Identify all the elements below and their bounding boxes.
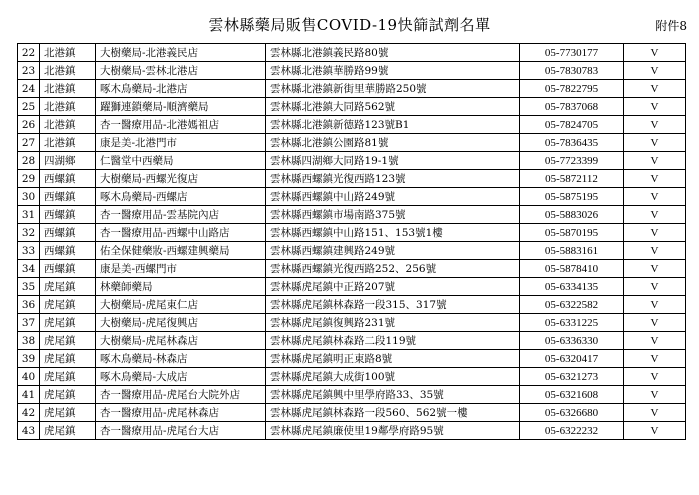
phone-cell: 05-5872112: [520, 170, 624, 188]
store-name-cell: 林藥師藥局: [96, 278, 266, 296]
row-number: 37: [18, 314, 40, 332]
address-cell: 雲林縣西螺鎮市場南路375號: [266, 206, 520, 224]
availability-mark-cell: V: [624, 422, 686, 440]
address-cell: 雲林縣四湖鄉大同路19-1號: [266, 152, 520, 170]
township-cell: 北港鎮: [40, 62, 96, 80]
phone-cell: 05-6322582: [520, 296, 624, 314]
store-name-cell: 大樹藥局-虎尾東仁店: [96, 296, 266, 314]
address-cell: 雲林縣西螺鎮中山路151、153號1樓: [266, 224, 520, 242]
address-cell: 雲林縣虎尾鎮大成街100號: [266, 368, 520, 386]
availability-mark-cell: V: [624, 368, 686, 386]
township-cell: 虎尾鎮: [40, 296, 96, 314]
address-cell: 雲林縣虎尾鎮林森路一段560、562號一樓: [266, 404, 520, 422]
store-name-cell: 啄木鳥藥局-林森店: [96, 350, 266, 368]
store-name-cell: 大樹藥局-虎尾林森店: [96, 332, 266, 350]
township-cell: 虎尾鎮: [40, 278, 96, 296]
township-cell: 北港鎮: [40, 134, 96, 152]
address-cell: 雲林縣西螺鎮光復西路123號: [266, 170, 520, 188]
address-cell: 雲林縣虎尾鎮明正東路8號: [266, 350, 520, 368]
availability-mark-cell: V: [624, 404, 686, 422]
township-cell: 虎尾鎮: [40, 350, 96, 368]
row-number: 40: [18, 368, 40, 386]
store-name-cell: 佑全保健藥妝-西螺建興藥局: [96, 242, 266, 260]
table-row: [18, 206, 686, 224]
table-row: [18, 260, 686, 278]
address-cell: 雲林縣虎尾鎮林森路二段119號: [266, 332, 520, 350]
store-name-cell: 躍獅連鎖藥局-順濟藥局: [96, 98, 266, 116]
phone-cell: 05-6326680: [520, 404, 624, 422]
address-cell: 雲林縣北港鎮華勝路99號: [266, 62, 520, 80]
pharmacy-table: [17, 43, 686, 440]
township-cell: 西螺鎮: [40, 188, 96, 206]
table-row: [18, 134, 686, 152]
address-cell: 雲林縣北港鎮公園路81號: [266, 134, 520, 152]
store-name-cell: 康是美-西螺門市: [96, 260, 266, 278]
township-cell: 北港鎮: [40, 116, 96, 134]
availability-mark-cell: V: [624, 386, 686, 404]
table-row: [18, 368, 686, 386]
store-name-cell: 啄木鳥藥局-大成店: [96, 368, 266, 386]
phone-cell: 05-6320417: [520, 350, 624, 368]
township-cell: 西螺鎮: [40, 206, 96, 224]
address-cell: 雲林縣北港鎮新街里華勝路250號: [266, 80, 520, 98]
township-cell: 北港鎮: [40, 44, 96, 62]
address-cell: 雲林縣西螺鎮建興路249號: [266, 242, 520, 260]
row-number: 43: [18, 422, 40, 440]
address-cell: 雲林縣虎尾鎮廉使里19鄰學府路95號: [266, 422, 520, 440]
phone-cell: 05-5883161: [520, 242, 624, 260]
table-row: [18, 296, 686, 314]
phone-cell: 05-5878410: [520, 260, 624, 278]
store-name-cell: 大樹藥局-虎尾復興店: [96, 314, 266, 332]
address-cell: 雲林縣西螺鎮中山路249號: [266, 188, 520, 206]
township-cell: 北港鎮: [40, 98, 96, 116]
row-number: 30: [18, 188, 40, 206]
row-number: 31: [18, 206, 40, 224]
phone-cell: 05-6331225: [520, 314, 624, 332]
township-cell: 虎尾鎮: [40, 314, 96, 332]
township-cell: 虎尾鎮: [40, 404, 96, 422]
table-row: [18, 314, 686, 332]
address-cell: 雲林縣北港鎮大同路562號: [266, 98, 520, 116]
address-cell: 雲林縣虎尾鎮興中里學府路33、35號: [266, 386, 520, 404]
township-cell: 虎尾鎮: [40, 386, 96, 404]
table-row: [18, 44, 686, 62]
row-number: 33: [18, 242, 40, 260]
row-number: 27: [18, 134, 40, 152]
phone-cell: 05-7837068: [520, 98, 624, 116]
availability-mark-cell: V: [624, 296, 686, 314]
row-number: 34: [18, 260, 40, 278]
phone-cell: 05-6321273: [520, 368, 624, 386]
phone-cell: 05-6336330: [520, 332, 624, 350]
table-row: [18, 224, 686, 242]
store-name-cell: 杏一醫療用品-北港媽祖店: [96, 116, 266, 134]
availability-mark-cell: V: [624, 62, 686, 80]
phone-cell: 05-6321608: [520, 386, 624, 404]
table-row: [18, 80, 686, 98]
phone-cell: 05-6334135: [520, 278, 624, 296]
store-name-cell: 啄木鳥藥局-西螺店: [96, 188, 266, 206]
phone-cell: 05-7822795: [520, 80, 624, 98]
address-cell: 雲林縣虎尾鎮中正路207號: [266, 278, 520, 296]
township-cell: 虎尾鎮: [40, 422, 96, 440]
store-name-cell: 杏一醫療用品-虎尾台大院外店: [96, 386, 266, 404]
township-cell: 西螺鎮: [40, 242, 96, 260]
row-number: 24: [18, 80, 40, 98]
address-cell: 雲林縣北港鎮新德路123號B1: [266, 116, 520, 134]
address-cell: 雲林縣西螺鎮光復西路252、256號: [266, 260, 520, 278]
availability-mark-cell: V: [624, 350, 686, 368]
table-row: [18, 422, 686, 440]
address-cell: 雲林縣虎尾鎮林森路一段315、317號: [266, 296, 520, 314]
store-name-cell: 大樹藥局-西螺光復店: [96, 170, 266, 188]
availability-mark-cell: V: [624, 134, 686, 152]
address-cell: 雲林縣虎尾鎮復興路231號: [266, 314, 520, 332]
store-name-cell: 杏一醫療用品-虎尾台大店: [96, 422, 266, 440]
table-row: [18, 62, 686, 80]
availability-mark-cell: V: [624, 332, 686, 350]
availability-mark-cell: V: [624, 116, 686, 134]
availability-mark-cell: V: [624, 44, 686, 62]
township-cell: 四湖鄉: [40, 152, 96, 170]
store-name-cell: 康是美-北港門市: [96, 134, 266, 152]
table-row: [18, 170, 686, 188]
availability-mark-cell: V: [624, 314, 686, 332]
table-row: [18, 386, 686, 404]
table-row: [18, 350, 686, 368]
township-cell: 西螺鎮: [40, 260, 96, 278]
store-name-cell: 杏一醫療用品-虎尾林森店: [96, 404, 266, 422]
row-number: 36: [18, 296, 40, 314]
phone-cell: 05-7836435: [520, 134, 624, 152]
availability-mark-cell: V: [624, 242, 686, 260]
attachment-label: 附件8: [655, 19, 687, 33]
store-name-cell: 杏一醫療用品-西螺中山路店: [96, 224, 266, 242]
table-row: [18, 188, 686, 206]
availability-mark-cell: V: [624, 80, 686, 98]
availability-mark-cell: V: [624, 278, 686, 296]
phone-cell: 05-7730177: [520, 44, 624, 62]
table-row: [18, 152, 686, 170]
township-cell: 虎尾鎮: [40, 332, 96, 350]
row-number: 28: [18, 152, 40, 170]
availability-mark-cell: V: [624, 188, 686, 206]
row-number: 25: [18, 98, 40, 116]
township-cell: 虎尾鎮: [40, 368, 96, 386]
store-name-cell: 杏一醫療用品-雲基院內店: [96, 206, 266, 224]
phone-cell: 05-7723399: [520, 152, 624, 170]
phone-cell: 05-6322232: [520, 422, 624, 440]
phone-cell: 05-5883026: [520, 206, 624, 224]
availability-mark-cell: V: [624, 98, 686, 116]
availability-mark-cell: V: [624, 152, 686, 170]
store-name-cell: 仁醫堂中西藥局: [96, 152, 266, 170]
table-row: [18, 332, 686, 350]
phone-cell: 05-5870195: [520, 224, 624, 242]
row-number: 41: [18, 386, 40, 404]
row-number: 22: [18, 44, 40, 62]
availability-mark-cell: V: [624, 260, 686, 278]
table-row: [18, 278, 686, 296]
township-cell: 北港鎮: [40, 80, 96, 98]
table-row: [18, 404, 686, 422]
row-number: 32: [18, 224, 40, 242]
store-name-cell: 大樹藥局-北港義民店: [96, 44, 266, 62]
township-cell: 西螺鎮: [40, 224, 96, 242]
row-number: 23: [18, 62, 40, 80]
store-name-cell: 大樹藥局-雲林北港店: [96, 62, 266, 80]
availability-mark-cell: V: [624, 206, 686, 224]
table-row: [18, 116, 686, 134]
availability-mark-cell: V: [624, 224, 686, 242]
address-cell: 雲林縣北港鎮義民路80號: [266, 44, 520, 62]
store-name-cell: 啄木鳥藥局-北港店: [96, 80, 266, 98]
row-number: 38: [18, 332, 40, 350]
availability-mark-cell: V: [624, 170, 686, 188]
phone-cell: 05-7830783: [520, 62, 624, 80]
row-number: 29: [18, 170, 40, 188]
township-cell: 西螺鎮: [40, 170, 96, 188]
table-row: [18, 242, 686, 260]
row-number: 26: [18, 116, 40, 134]
document-title: 雲林縣藥局販售COVID-19快篩試劑名單: [208, 16, 491, 34]
row-number: 35: [18, 278, 40, 296]
table-row: [18, 98, 686, 116]
pharmacy-table-body: [18, 44, 686, 440]
row-number: 39: [18, 350, 40, 368]
phone-cell: 05-7824705: [520, 116, 624, 134]
phone-cell: 05-5875195: [520, 188, 624, 206]
row-number: 42: [18, 404, 40, 422]
